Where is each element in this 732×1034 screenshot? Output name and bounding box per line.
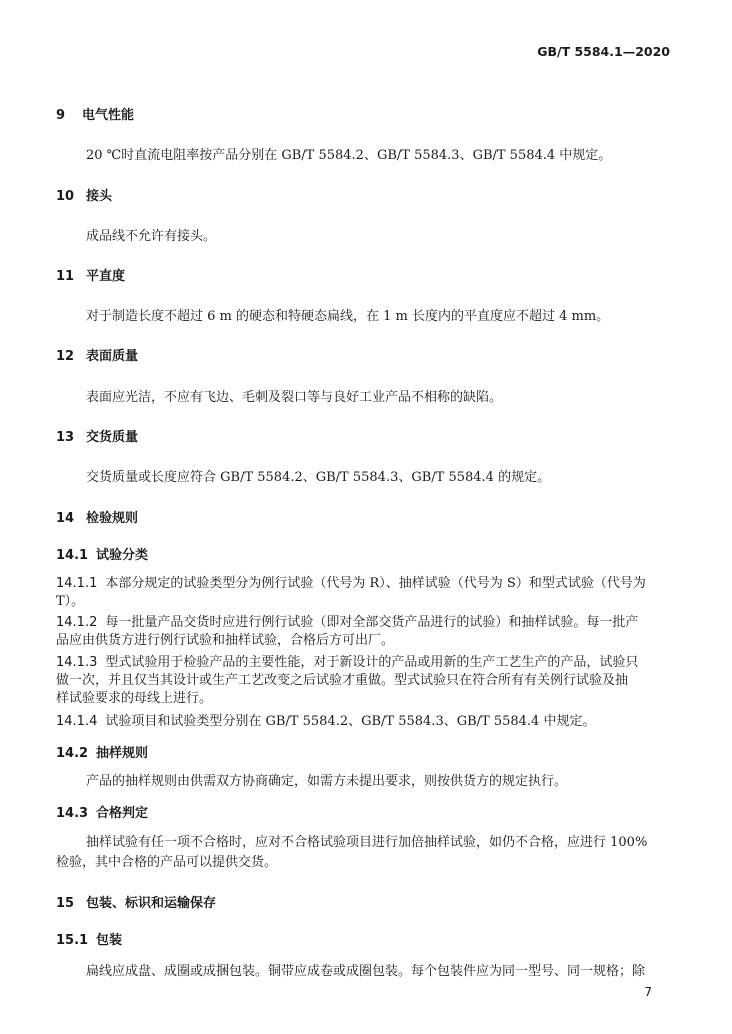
clause-14-1-4 bbox=[56, 713, 676, 731]
clause-number: 14.1.2 bbox=[56, 615, 98, 630]
subsection-number: 14.1 bbox=[56, 548, 89, 563]
section-15-heading bbox=[56, 895, 216, 913]
clause-line: T）。 bbox=[56, 594, 85, 609]
subsection-number: 14.3 bbox=[56, 806, 89, 821]
section-title: 检验规则 bbox=[86, 511, 139, 526]
section-9-heading bbox=[56, 107, 134, 125]
subsection-title: 包装 bbox=[96, 933, 123, 948]
section-title: 平直度 bbox=[86, 269, 126, 284]
clause-14-1-3 bbox=[56, 654, 676, 708]
section-number: 12 bbox=[56, 349, 75, 364]
section-13-body: 交货质量或长度应符合 GB/T 5584.2、GB/T 5584.3、GB/T 5584.4 的规定。 bbox=[86, 470, 551, 485]
subsection-15-1-heading bbox=[56, 932, 122, 950]
clause-line: 做一次，并且仅当其设计或生产工艺改变之后试验才重做。型式试验只在符合所有有关例行试验及抽 bbox=[56, 673, 629, 688]
clause-line: 试验项目和试验类型分别在 GB/T 5584.2、GB/T 5584.3、GB/T 5584.4 中规定。 bbox=[105, 714, 596, 729]
section-9-body: 20 ℃时直流电阻率按产品分别在 GB/T 5584.2、GB/T 5584.3、GB/T 5584.4 中规定。 bbox=[86, 148, 612, 163]
subsection-14-3-line-2: 检验，其中合格的产品可以提供交货。 bbox=[56, 855, 278, 870]
subsection-15-1-body: 扁线应成盘、成圈或成捆包装。铜带应成卷或成圈包装。每个包装件应为同一型号、同一规格；除 bbox=[86, 964, 646, 979]
section-12-body: 表面应光洁，不应有飞边、毛刺及裂口等与良好工业产品不相称的缺陷。 bbox=[86, 390, 503, 405]
section-11-heading bbox=[56, 268, 125, 286]
subsection-14-3-heading bbox=[56, 805, 148, 823]
standard-number: GB/T 5584.1—2020 bbox=[537, 44, 670, 59]
section-11-body: 对于制造长度不超过 6 m 的硬态和特硬态扁线，在 1 m 长度内的平直度应不超过 4 mm。 bbox=[86, 309, 610, 324]
section-title: 表面质量 bbox=[86, 349, 139, 364]
section-12-heading bbox=[56, 348, 138, 366]
subsection-title: 合格判定 bbox=[96, 806, 149, 821]
subsection-14-1-heading bbox=[56, 547, 148, 565]
section-14-heading bbox=[56, 510, 138, 528]
section-13-heading bbox=[56, 429, 138, 447]
clause-14-1-1 bbox=[56, 575, 676, 611]
subsection-title: 试验分类 bbox=[96, 548, 149, 563]
clause-line: 每一批量产品交货时应进行例行试验（即对全部交货产品进行的试验）和抽样试验。每一批产 bbox=[105, 615, 639, 630]
subsection-number: 15.1 bbox=[56, 933, 89, 948]
section-title: 接头 bbox=[86, 189, 113, 204]
page-number: 7 bbox=[644, 985, 652, 999]
section-title: 交货质量 bbox=[86, 430, 139, 445]
subsection-14-2-body: 产品的抽样规则由供需双方协商确定，如需方未提出要求，则按供货方的规定执行。 bbox=[86, 774, 568, 789]
section-10-heading bbox=[56, 188, 112, 206]
section-number: 11 bbox=[56, 269, 75, 284]
clause-line: 本部分规定的试验类型分为例行试验（代号为 R）、抽样试验（代号为 S）和型式试验（代号为 bbox=[105, 576, 646, 591]
clause-line: 型式试验用于检验产品的主要性能，对于新设计的产品或用新的生产工艺生产的产品，试验只 bbox=[105, 655, 639, 670]
clause-14-1-2 bbox=[56, 614, 676, 650]
clause-line: 品应由供货方进行例行试验和抽样试验，合格后方可出厂。 bbox=[56, 633, 395, 648]
subsection-number: 14.2 bbox=[56, 746, 89, 761]
clause-line: 样试验要求的母线上进行。 bbox=[56, 691, 213, 706]
section-number: 10 bbox=[56, 189, 75, 204]
clause-number: 14.1.3 bbox=[56, 655, 98, 670]
section-title: 包装、标识和运输保存 bbox=[86, 896, 217, 911]
section-number: 9 bbox=[56, 108, 66, 123]
subsection-14-3-line-1: 抽样试验有任一项不合格时，应对不合格试验项目进行加倍抽样试验，如仍不合格，应进行 100% bbox=[86, 835, 648, 850]
clause-number: 14.1.1 bbox=[56, 576, 98, 591]
subsection-14-2-heading bbox=[56, 745, 148, 763]
clause-number: 14.1.4 bbox=[56, 714, 98, 729]
section-number: 13 bbox=[56, 430, 75, 445]
section-title: 电气性能 bbox=[82, 108, 135, 123]
section-number: 14 bbox=[56, 511, 75, 526]
section-number: 15 bbox=[56, 896, 75, 911]
section-10-body: 成品线不允许有接头。 bbox=[86, 229, 217, 244]
subsection-title: 抽样规则 bbox=[96, 746, 149, 761]
